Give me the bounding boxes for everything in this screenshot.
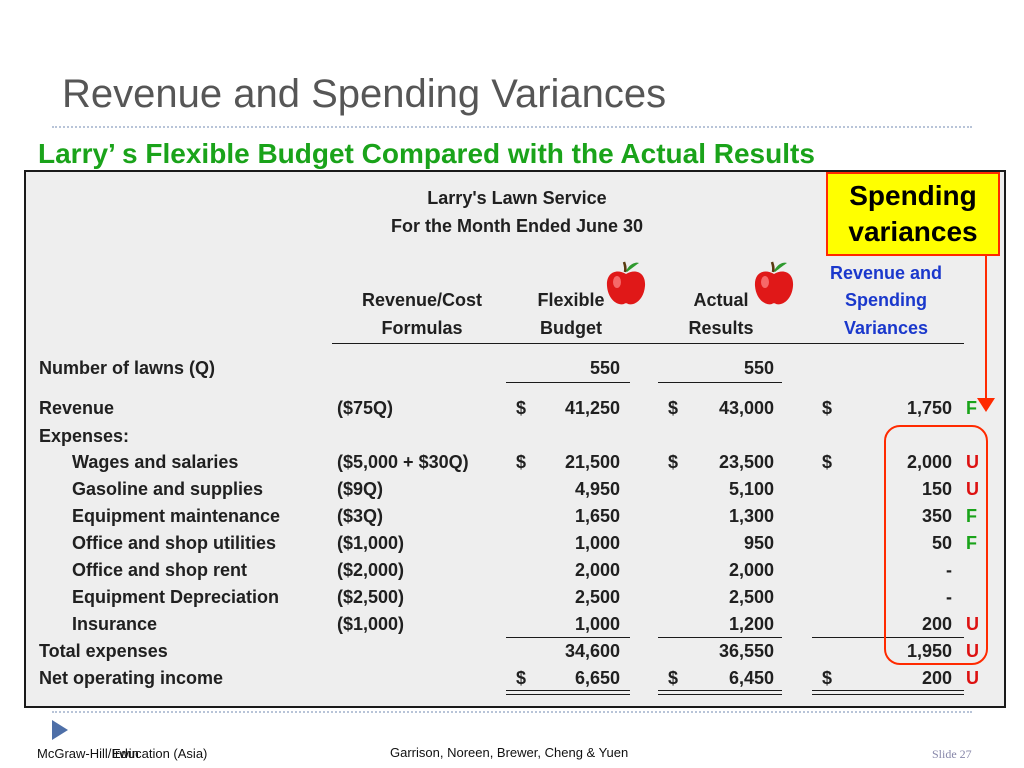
spending-variances-callout (826, 172, 1000, 256)
row-variance-value: 350 (921, 506, 952, 526)
row-formula: ($5,000 + $30Q) (337, 452, 469, 472)
row-flex-value: 34,600 (564, 641, 620, 661)
row-actual-value: 6,450 (728, 668, 774, 688)
row-variance-value: 150 (921, 479, 952, 499)
row-variance-flag: U (966, 668, 979, 688)
row-variance-flag: U (966, 614, 979, 634)
row-flex-value: 21,500 (564, 452, 620, 472)
row-variance-dollar: $ (822, 668, 833, 688)
total-rule (506, 694, 630, 695)
row-variance-flag: F (966, 506, 977, 526)
row-label: Office and shop utilities (72, 533, 277, 553)
footer-divider (52, 711, 972, 713)
row-formula: ($2,500) (337, 587, 405, 607)
header-flexible-line2: Budget (540, 318, 602, 338)
row-formula: ($75Q) (337, 398, 394, 418)
callout-arrow-head (977, 398, 995, 412)
row-variance-flag: U (966, 452, 979, 472)
row-flex-value: 6,650 (574, 668, 620, 688)
row-variance-flag: F (966, 533, 977, 553)
header-variance-line1: Revenue and (829, 263, 943, 283)
footer-publisher-text: McGraw-Hill/Irwin (37, 746, 139, 761)
row-actual-value: 2,500 (728, 587, 774, 607)
row-label: Equipment Depreciation (72, 587, 280, 607)
row-formula: ($3Q) (337, 506, 384, 526)
header-formulas-line1: Revenue/Cost (361, 290, 483, 310)
row-label: Gasoline and supplies (72, 479, 264, 499)
report-period: For the Month Ended June 30 (390, 216, 643, 236)
row-variance-value: - (946, 560, 952, 580)
row-variance-value: 2,000 (906, 452, 952, 472)
row-label: Total expenses (39, 641, 168, 661)
total-rule (506, 690, 630, 691)
row-variance-value: 200 (921, 668, 952, 688)
spending-variances-highlight (884, 425, 988, 665)
row-actual-dollar: $ (668, 452, 679, 472)
row-actual-value: 43,000 (718, 398, 774, 418)
total-rule (658, 382, 782, 383)
row-variance-value: - (946, 587, 952, 607)
row-actual-value: 2,000 (728, 560, 774, 580)
row-flex-value: 1,650 (574, 506, 620, 526)
row-label: Revenue (39, 398, 115, 418)
row-flex-value: 41,250 (564, 398, 620, 418)
row-actual-value: 950 (743, 533, 774, 553)
row-actual-dollar: $ (668, 398, 679, 418)
slide-title: Revenue and Spending Variances (62, 72, 667, 116)
row-flex-value: 1,000 (574, 614, 620, 634)
row-variance-value: 200 (921, 614, 952, 634)
row-label: Net operating income (39, 668, 224, 688)
row-formula: ($1,000) (337, 614, 405, 634)
play-triangle-icon[interactable] (52, 720, 68, 740)
row-label: Insurance (72, 614, 158, 634)
total-rule (658, 637, 782, 638)
callout-arrow-line (985, 256, 987, 406)
header-actual-line1: Actual (693, 290, 749, 310)
footer-publisher-overlay: Education (Asia) (112, 746, 208, 761)
row-flex-dollar: $ (516, 668, 527, 688)
row-flex-dollar: $ (516, 452, 527, 472)
apple-icon (752, 259, 796, 307)
row-flex-value: 2,000 (574, 560, 620, 580)
row-variance-dollar: $ (822, 398, 833, 418)
row-actual-dollar: $ (668, 668, 679, 688)
header-variance-line3: Variances (843, 318, 929, 338)
report-company: Larry's Lawn Service (427, 188, 607, 208)
row-flex-value: 4,950 (574, 479, 620, 499)
callout-line2: variances (848, 216, 978, 247)
callout-line1: Spending (849, 180, 977, 211)
row-variance-value: 50 (931, 533, 952, 553)
row-actual-value: 5,100 (728, 479, 774, 499)
row-variance-dollar: $ (822, 452, 833, 472)
row-variance-value: 1,950 (906, 641, 952, 661)
row-label: Office and shop rent (72, 560, 248, 580)
row-label: Wages and salaries (72, 452, 239, 472)
header-flexible-line1: Flexible (537, 290, 605, 310)
total-rule (506, 382, 630, 383)
total-rule (658, 694, 782, 695)
row-actual-value: 550 (743, 358, 774, 378)
total-rule (658, 690, 782, 691)
row-variance-flag: F (966, 398, 977, 418)
row-formula: ($9Q) (337, 479, 384, 499)
total-rule (812, 690, 964, 691)
row-actual-value: 23,500 (718, 452, 774, 472)
row-variance-flag: U (966, 641, 979, 661)
row-label: Equipment maintenance (72, 506, 281, 526)
slide-subtitle: Larry’ s Flexible Budget Compared with the Actual Results (38, 138, 815, 169)
row-label: Expenses: (39, 426, 130, 446)
row-formula: ($1,000) (337, 533, 405, 553)
total-rule (812, 694, 964, 695)
row-variance-flag: U (966, 479, 979, 499)
row-actual-value: 1,200 (728, 614, 774, 634)
row-flex-value: 550 (589, 358, 620, 378)
header-variance-line2: Spending (845, 290, 927, 310)
row-actual-value: 36,550 (718, 641, 774, 661)
footer-publisher (37, 746, 208, 761)
slide-number: Slide 27 (932, 747, 972, 761)
row-flex-value: 2,500 (574, 587, 620, 607)
header-underline (332, 343, 964, 344)
row-flex-dollar: $ (516, 398, 527, 418)
total-rule (506, 637, 630, 638)
apple-icon (604, 259, 648, 307)
row-flex-value: 1,000 (574, 533, 620, 553)
row-variance-value: 1,750 (906, 398, 952, 418)
title-divider (52, 126, 972, 128)
header-formulas-line2: Formulas (381, 318, 463, 338)
header-actual-line2: Results (688, 318, 754, 338)
row-actual-value: 1,300 (728, 506, 774, 526)
row-label: Number of lawns (Q) (39, 358, 216, 378)
footer-authors: Garrison, Noreen, Brewer, Cheng & Yuen (390, 745, 629, 760)
row-formula: ($2,000) (337, 560, 405, 580)
